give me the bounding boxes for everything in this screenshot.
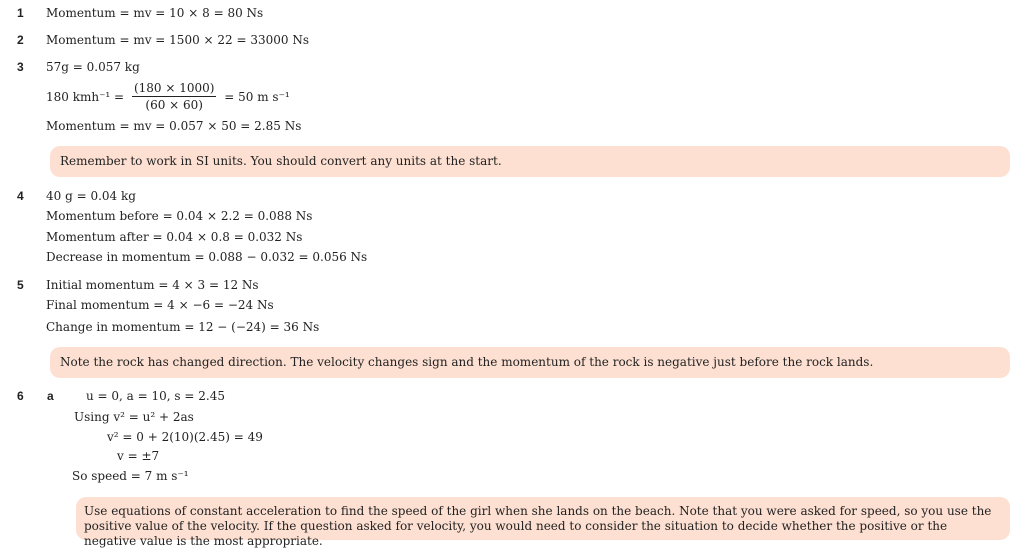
q2-momentum-line: Momentum = mv = 1500 × 22 = 33000 Ns xyxy=(46,33,309,47)
q3-mass-conversion: 57g = 0.057 kg xyxy=(46,60,140,74)
q4-momentum-decrease: Decrease in momentum = 0.088 − 0.032 = 0.056 Ns xyxy=(46,250,368,264)
question-number-5: 5 xyxy=(17,278,24,292)
q6-equation-used: Using v² = u² + 2as xyxy=(74,410,194,424)
q4-momentum-after: Momentum after = 0.04 × 0.8 = 0.032 Ns xyxy=(46,230,303,244)
q6-substitution: v² = 0 + 2(10)(2.45) = 49 xyxy=(107,430,263,444)
question-number-4: 4 xyxy=(17,189,24,203)
question-number-6: 6 xyxy=(17,389,24,403)
q3-fraction xyxy=(132,80,217,113)
q1-momentum-line: Momentum = mv = 10 × 8 = 80 Ns xyxy=(46,6,264,20)
q6-velocity-result: v = ±7 xyxy=(117,449,160,463)
q5-change-momentum: Change in momentum = 12 − (−24) = 36 Ns xyxy=(46,320,320,334)
q5-initial-momentum: Initial momentum = 4 × 3 = 12 Ns xyxy=(46,278,259,292)
q3-tip-note: Remember to work in SI units. You should convert any units at the start. xyxy=(50,146,1010,177)
q6-speed-answer: So speed = 7 m s⁻¹ xyxy=(72,469,189,483)
q3-fraction-numerator: (180 × 1000) xyxy=(133,81,215,95)
q5-tip-note: Note the rock has changed direction. The velocity changes sign and the momentum of the rock is negative just before the rock lands. xyxy=(50,347,1010,378)
q6-tip-note: Use equations of constant acceleration to find the speed of the girl when she lands on the beach. Note that you were asked for speed, so you use the positive value of the velocity. If the question asked for velocity, you would need to consider the situation to decide whether the positive or the negative value is the most appropriate. xyxy=(76,497,1010,540)
q3-conv-right: = 50 m s⁻¹ xyxy=(224,89,290,104)
question-number-1: 1 xyxy=(17,6,24,20)
q4-momentum-before: Momentum before = 0.04 × 2.2 = 0.088 Ns xyxy=(46,209,313,223)
q4-mass-conversion: 40 g = 0.04 kg xyxy=(46,189,136,203)
q3-conv-left: 180 kmh⁻¹ = xyxy=(46,89,125,104)
q6-part-label: a xyxy=(47,389,54,403)
q3-speed-conversion xyxy=(46,80,290,113)
q3-fraction-denominator: (60 × 60) xyxy=(145,98,203,112)
q3-momentum-line: Momentum = mv = 0.057 × 50 = 2.85 Ns xyxy=(46,119,302,133)
question-number-2: 2 xyxy=(17,33,24,47)
q6-given-values: u = 0, a = 10, s = 2.45 xyxy=(86,389,225,403)
question-number-3: 3 xyxy=(17,60,24,74)
q5-final-momentum: Final momentum = 4 × −6 = −24 Ns xyxy=(46,298,274,312)
